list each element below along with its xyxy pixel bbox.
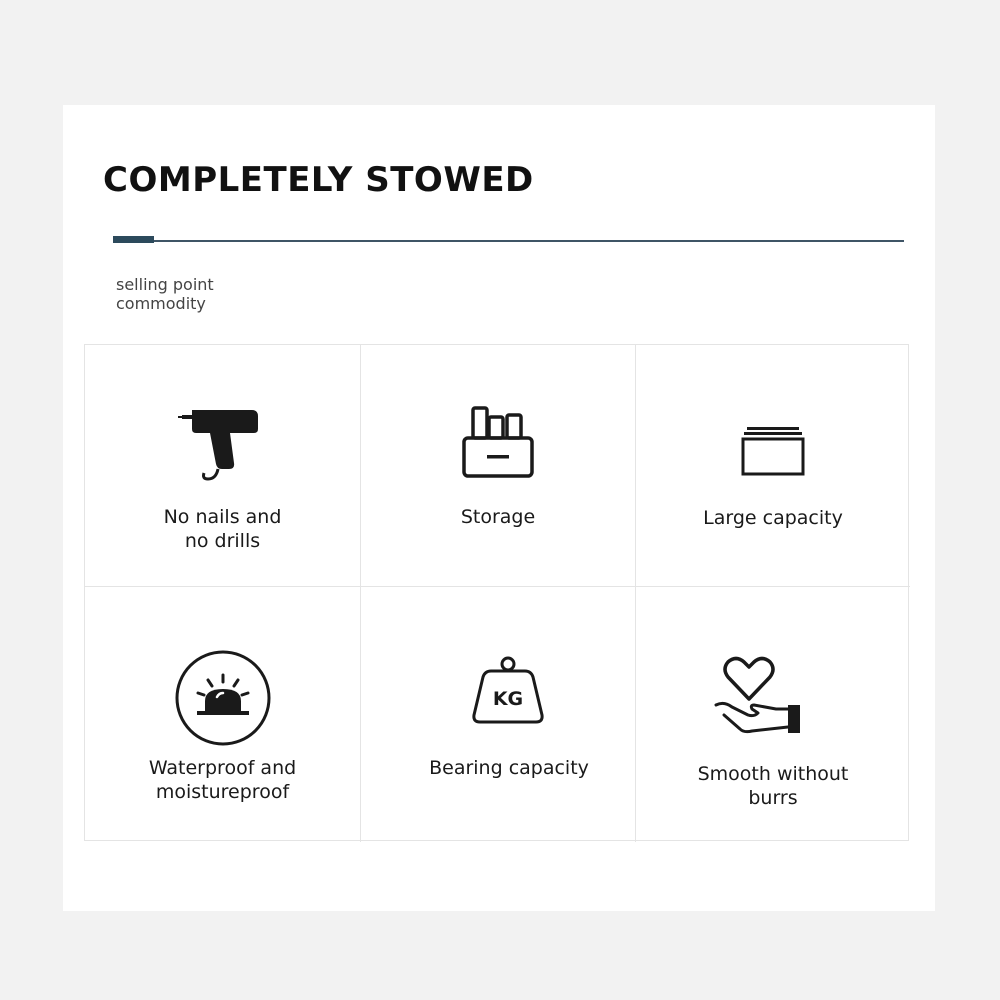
- feature-label: Waterproof and moistureproof: [148, 757, 297, 803]
- feature-large-capacity: [636, 345, 910, 587]
- subtitle-line-1: selling point: [116, 275, 214, 294]
- feature-label: Storage: [460, 506, 536, 528]
- feature-label: Bearing capacity: [429, 757, 589, 779]
- drill-icon: [178, 407, 268, 483]
- storage-box-icon: [461, 405, 535, 479]
- title-divider: [113, 240, 904, 242]
- feature-grid: [84, 344, 909, 841]
- heart-in-hand-icon: [714, 655, 804, 737]
- feature-bearing-capacity: [361, 587, 636, 842]
- feature-storage: [361, 345, 636, 587]
- subtitle-line-2: commodity: [116, 294, 206, 313]
- stacked-trays-icon: [741, 425, 805, 477]
- kg-weight-icon: [471, 655, 545, 725]
- page-title: COMPLETELY STOWED: [103, 160, 534, 200]
- feature-smooth: [636, 587, 910, 842]
- feature-no-nails: [85, 345, 361, 587]
- title-divider-accent: [113, 236, 154, 243]
- subtitle: [116, 275, 214, 313]
- feature-waterproof: [85, 587, 361, 842]
- feature-label: Large capacity: [703, 507, 843, 529]
- feature-label: No nails and no drills: [163, 506, 282, 552]
- kg-text: KG: [492, 688, 524, 710]
- feature-card: [63, 105, 935, 911]
- water-drop-icon: [174, 649, 272, 747]
- feature-label: Smooth without burrs: [697, 763, 849, 809]
